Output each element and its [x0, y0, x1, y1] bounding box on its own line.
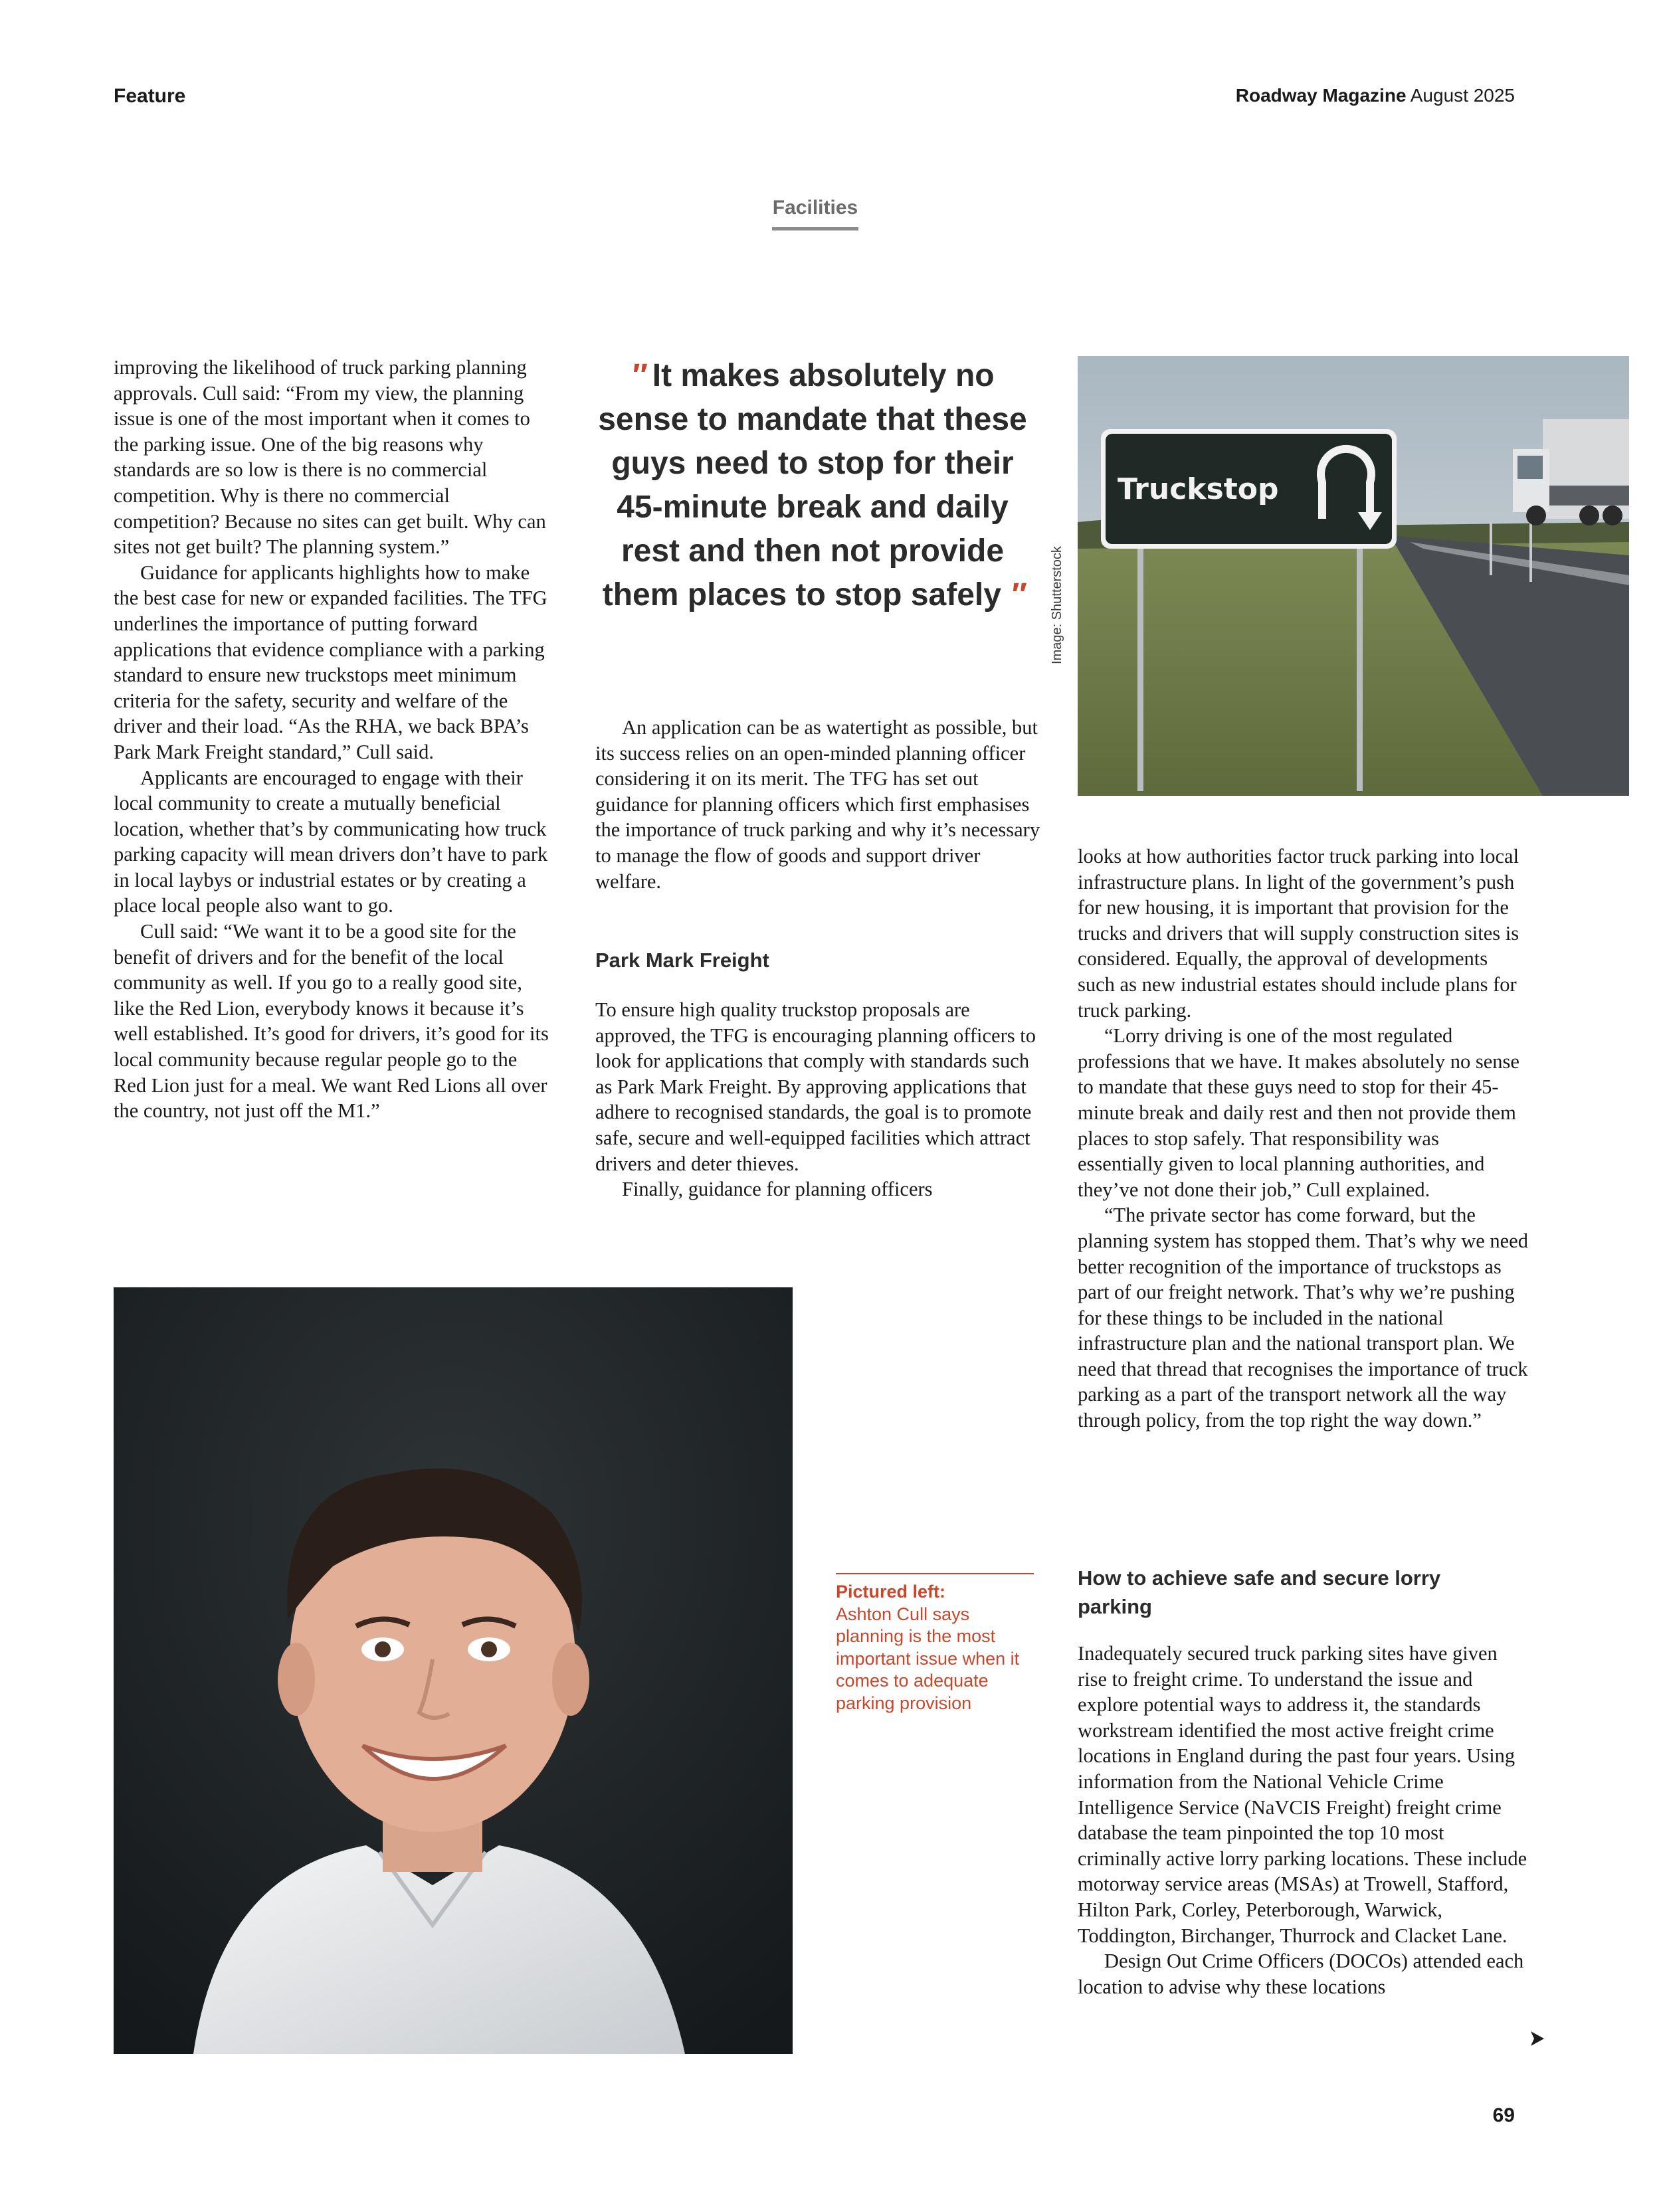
section-tag-underline — [772, 227, 858, 230]
article-column-1 — [114, 355, 552, 1124]
caption-label: Pictured left: — [836, 1582, 946, 1602]
sign-text: Truckstop — [1118, 472, 1279, 506]
photo-caption — [836, 1581, 1035, 1714]
section-label: Feature — [114, 85, 186, 107]
paragraph: Finally, guidance for planning officers — [622, 1178, 933, 1201]
close-quote-mark: ″ — [1010, 577, 1023, 612]
truckstop-sign-illustration — [1078, 356, 1629, 796]
paragraph: Cull said: “We want it to be a good site for the benefit of drivers and for the benefit of the local community as well. If you go to a really good site, like the Red Lion, everybody knows it because it’s well established. It’s good for drivers, it’s good for its local community because regular people go to the Red Lion just for a meal. We want Red Lions all over the country, not just off the M1.” — [114, 920, 549, 1123]
paragraph: An application can be as watertight as possible, but its success relies on an open-minded planning officer considering it on its merit. The TFG has set out guidance for planning officers which first emphasises the importance of truck parking and why it’s necessary to manage the flow of goods and support driver welfare. — [595, 716, 1040, 893]
publication-line — [1236, 85, 1515, 106]
paragraph: “The private sector has come forward, but the planning system has stopped them. That’s why we need better recognition of the importance of truckstops as part of our freight network. That’s why we’re pushing for these things to be included in the national infrastructure plan and the national transport plan. We need that thread that recognises the importance of truck parking as a part of the transport network all the way through policy, from the top right the way down.” — [1078, 1204, 1528, 1432]
open-quote-mark: ″ — [631, 358, 644, 393]
caption-rule — [836, 1573, 1034, 1574]
continue-arrow-icon — [1528, 2030, 1545, 2051]
paragraph: looks at how authorities factor truck parking into local infrastructure plans. In light of the government’s push for new housing, it is important that provision for the trucks and drivers that will supply construction sites is considered. Equally, the approval of developments such as new industrial estates should include plans for truck parking. — [1078, 845, 1519, 1022]
publication-name: Roadway Magazine — [1235, 85, 1407, 106]
issue-date: August 2025 — [1410, 85, 1515, 106]
subhead-park-mark-freight: Park Mark Freight — [595, 949, 769, 972]
portrait-photo — [114, 1287, 793, 2054]
article-column-2 — [595, 997, 1040, 1202]
section-tag: Facilities — [772, 197, 858, 219]
portrait-illustration — [114, 1287, 793, 2054]
paragraph: Guidance for applicants highlights how to make the best case for new or expanded facilities. The TFG underlines the importance of putting forward applications that evidence compliance with a parking standard to ensure new truckstops meet minimum criteria for the safety, security and welfare of the driver and their load. “As the RHA, we back BPA’s Park Mark Freight standard,” Cull said. — [114, 561, 547, 763]
article-column-3-continued — [1078, 1641, 1529, 1999]
page-number: 69 — [1492, 2104, 1515, 2126]
paragraph: Design Out Crime Officers (DOCOs) attended each location to advise why these locations — [1078, 1950, 1524, 1998]
article-column-2-intro — [595, 715, 1040, 894]
truckstop-photo — [1078, 356, 1629, 796]
paragraph: improving the likelihood of truck parking planning approvals. Cull said: “From my view, the planning issue is one of the most important when it comes to the parking issue. One of the big reasons why standards are so low is there is no commercial competition. Why is there no commercial competition? Because no sites can get built. Why can sites not get built? The planning system.” — [114, 356, 546, 559]
pull-quote-text: It makes absolutely no sense to mandate that these guys need to stop for their 45-minute break and daily rest and then not provide them places to stop safely — [598, 358, 1027, 612]
paragraph: Applicants are encouraged to engage with their local community to create a mutually beneficial location, whether that’s by communicating how truck parking capacity will mean drivers don’t have to park in local laybys or industrial estates or by creating a place local people also want to go. — [114, 766, 548, 917]
pull-quote — [597, 354, 1028, 617]
subhead-safe-secure-parking: How to achieve safe and secure lorry parking — [1078, 1566, 1441, 1618]
paragraph: Inadequately secured truck parking sites have given rise to freight crime. To understand the issue and explore potential ways to address it, the standards workstream identified the most active freight crime locations in England during the past four years. Using information from the National Vehicle Crime Intelligence Service (NaVCIS Freight) freight crime database the team pinpointed the top 10 most criminally active lorry parking locations. These include motorway service areas (MSAs) at Trowell, Stafford, Hilton Park, Corley, Peterborough, Warwick, Toddington, Birchanger, Thurrock and Clacket Lane. — [1078, 1642, 1527, 1947]
caption-text: Ashton Cull says planning is the most important issue when it comes to adequate parking provision — [836, 1604, 1020, 1713]
photo-credit: Image: Shutterstock — [1050, 546, 1064, 664]
paragraph: “Lorry driving is one of the most regulated professions that we have. It makes absolutely no sense to mandate that these guys need to stop for their 45-minute break and daily rest and then not provide them places to stop safely. That responsibility was essentially given to local planning authorities, and they’ve not done their job,” Cull explained. — [1078, 1024, 1519, 1201]
article-column-3 — [1078, 844, 1529, 1433]
paragraph: To ensure high quality truckstop proposals are approved, the TFG is encouraging planning officers to look for applications that comply with standards such as Park Mark Freight. By approving applications that adhere to recognised standards, the goal is to promote safe, secure and well-equipped facilities which attract drivers and deter thieves. — [595, 998, 1036, 1175]
